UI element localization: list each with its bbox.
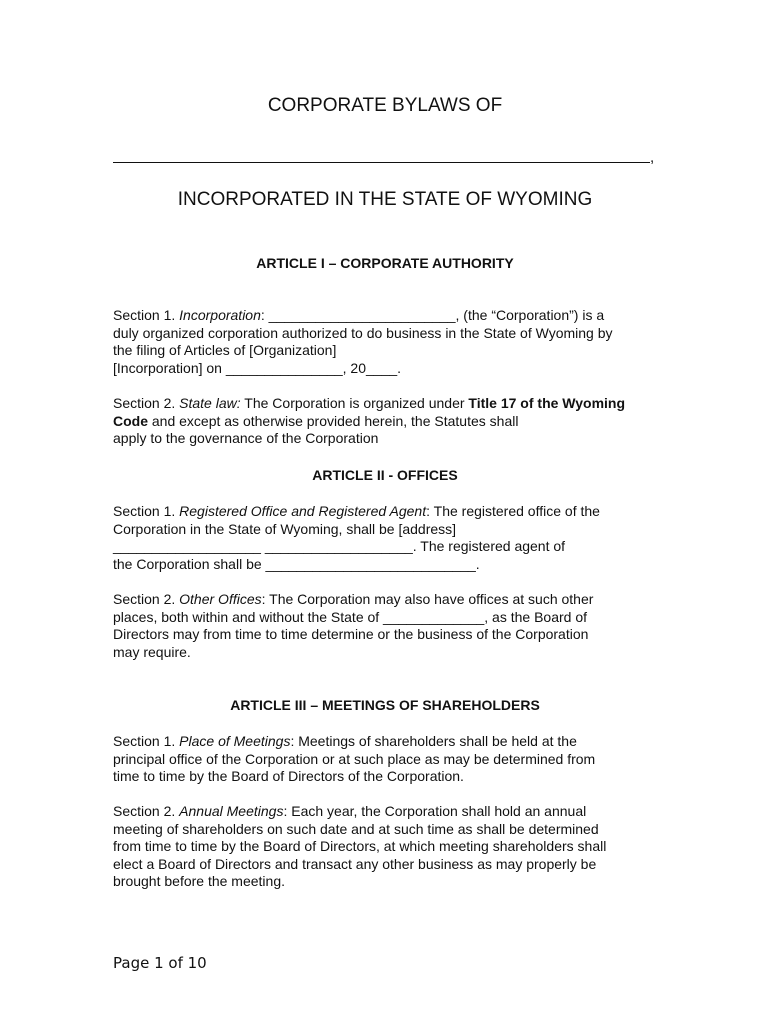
section-prefix: Section 2. [113, 395, 180, 411]
article-3-section-1 [113, 733, 673, 786]
section-text: from time to time by the Board of Directors, at which meeting shareholders shall [113, 838, 607, 855]
article-2-section-2 [113, 591, 673, 661]
article-3-heading: ARTICLE III – MEETINGS OF SHAREHOLDERS [230, 697, 540, 713]
section-text: brought before the meeting. [113, 873, 286, 890]
section-prefix: Section 2. [113, 591, 180, 607]
section-text: and except as otherwise provided herein, the Statutes shall [148, 412, 519, 429]
section-title: Place of Meetings [179, 733, 291, 749]
article-2-heading: ARTICLE II - OFFICES [312, 467, 458, 483]
section-text: The Corporation is organized under [240, 395, 469, 411]
section-text: : Each year, the Corporation shall hold an annual [283, 803, 587, 819]
section-title: State law: [179, 395, 241, 411]
document-title: CORPORATE BYLAWS OF [267, 95, 503, 116]
section-text: elect a Board of Directors and transact any other business as may properly be [113, 855, 597, 872]
section-title: Registered Office and Registered Agent [179, 503, 427, 519]
corporation-name-comma: , [650, 149, 655, 166]
section-text: the Corporation shall be ___________________________. [113, 555, 480, 572]
page-number: Page 1 of 10 [113, 954, 207, 972]
document-subtitle: INCORPORATED IN THE STATE OF WYOMING [177, 189, 593, 210]
article-2-section-1 [113, 503, 673, 573]
article-3-section-2 [113, 803, 673, 891]
section-text: duly organized corporation authorized to do business in the State of Wyoming by [113, 324, 613, 341]
section-text: [Incorporation] on _______________, 20____. [113, 359, 402, 376]
section-text: places, both within and without the State of _____________, as the Board of [113, 608, 588, 625]
corporation-name-blank [113, 162, 650, 163]
section-text: Corporation in the State of Wyoming, shall be [address] [113, 520, 457, 537]
section-text: principal office of the Corporation or at such place as may be determined from [113, 750, 596, 767]
section-text: : ________________________, (the “Corporation”) is a [260, 307, 605, 323]
section-text: apply to the governance of the Corporation [113, 430, 379, 447]
section-text: the filing of Articles of [Organization] [113, 342, 337, 359]
section-text: time to time by the Board of Directors of the Corporation. [113, 768, 464, 785]
section-text: : The registered office of the [426, 503, 600, 519]
section-text: may require. [113, 643, 191, 660]
section-text: Directors may from time to time determine or the business of the Corporation [113, 626, 589, 643]
statute-reference: Title 17 of the Wyoming [468, 395, 626, 411]
section-text: meeting of shareholders on such date and at such time as shall be determined [113, 820, 599, 837]
article-1-heading: ARTICLE I – CORPORATE AUTHORITY [256, 255, 514, 271]
section-text: : The Corporation may also have offices at such other [261, 591, 594, 607]
section-title: Other Offices [179, 591, 262, 607]
section-prefix: Section 1. [113, 307, 180, 323]
statute-reference: Code [113, 412, 148, 429]
section-text: ___________________ ___________________. The registered agent of [113, 538, 566, 555]
section-prefix: Section 1. [113, 503, 180, 519]
section-title: Incorporation [179, 307, 261, 323]
section-prefix: Section 2. [113, 803, 180, 819]
article-1-section-2 [113, 395, 673, 448]
section-prefix: Section 1. [113, 733, 180, 749]
section-title: Annual Meetings [179, 803, 284, 819]
article-1-section-1 [113, 307, 673, 377]
section-text: : Meetings of shareholders shall be held at the [290, 733, 577, 749]
